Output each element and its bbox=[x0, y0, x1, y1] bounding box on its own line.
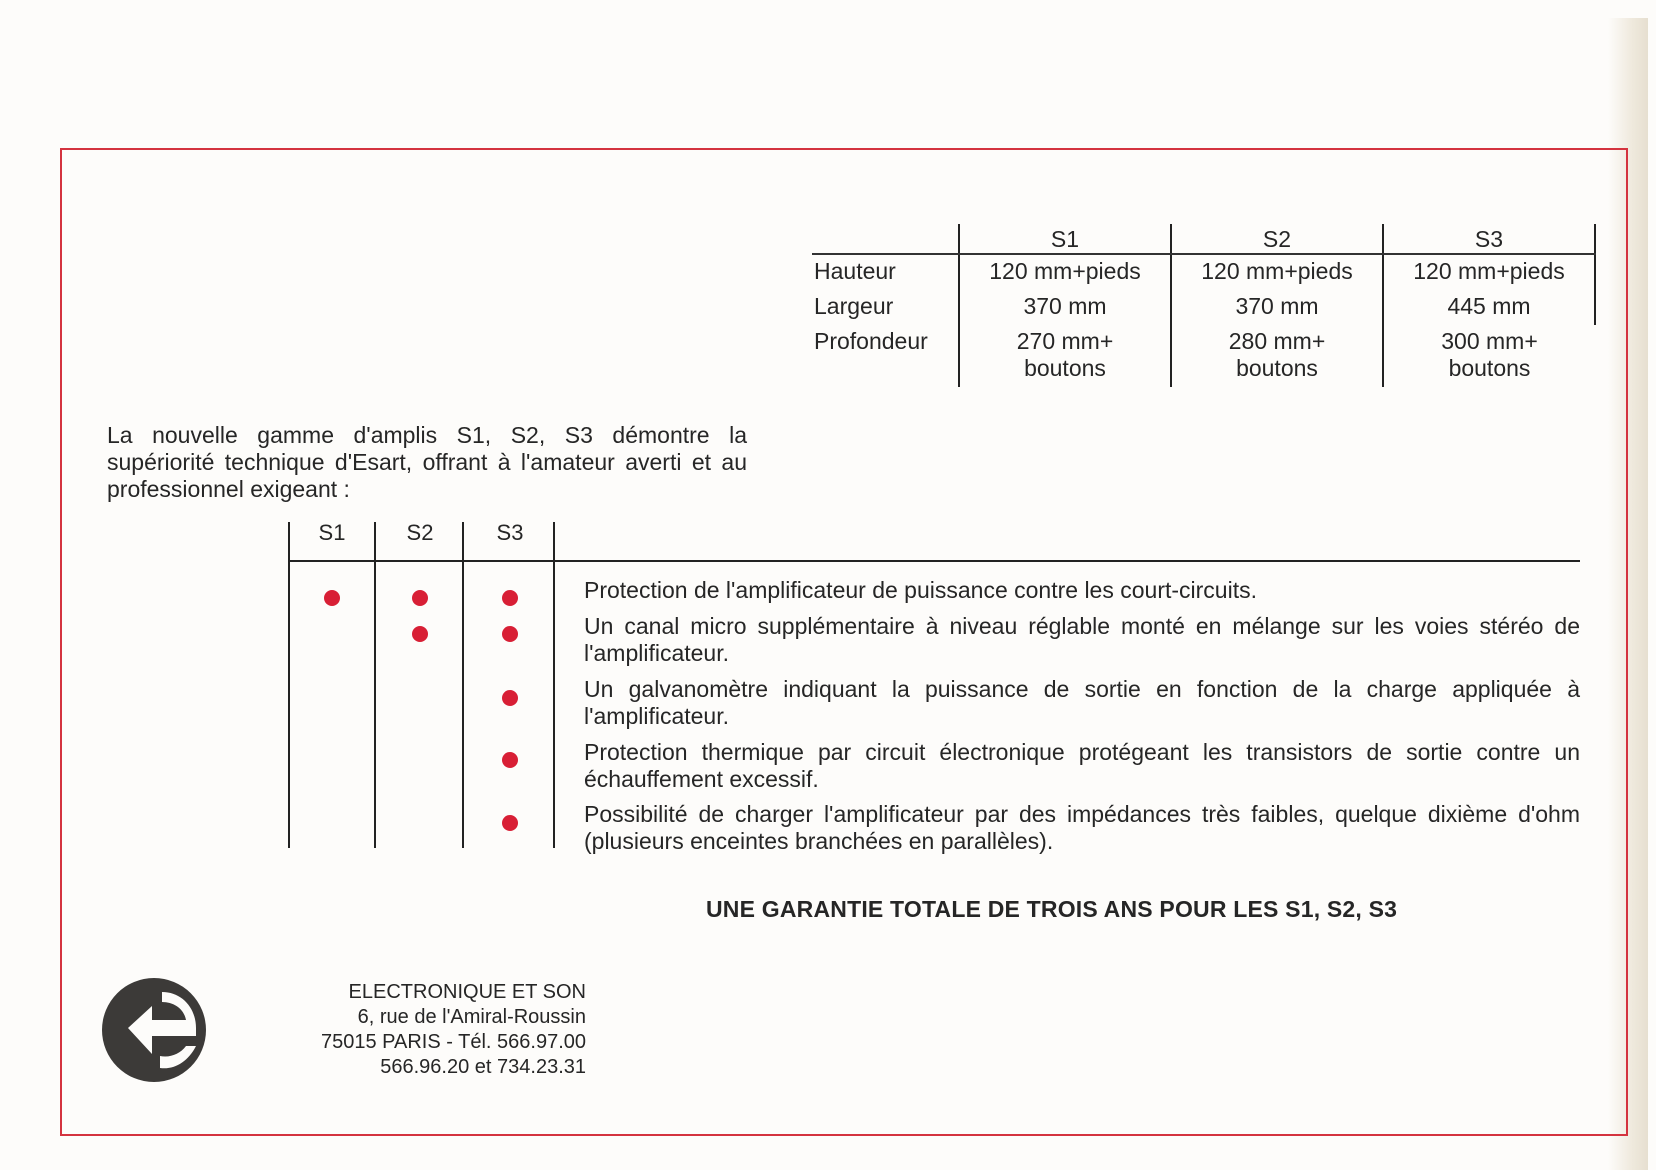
dimensions-table bbox=[812, 224, 1596, 387]
feature-dot-s3 bbox=[502, 752, 518, 768]
feature-text: Un galvanomètre indiquant la puissance de sortie en fonction de la charge appliquée à l'amplificateur. bbox=[584, 676, 1580, 729]
dim-cell: 120 mm+pieds bbox=[959, 254, 1171, 290]
grid-header-rule bbox=[288, 560, 1580, 562]
feature-dot-s3 bbox=[502, 590, 518, 606]
address-line: 566.96.20 et 734.23.31 bbox=[380, 1056, 586, 1078]
guarantee-headline: UNE GARANTIE TOTALE DE TROIS ANS POUR LES S1, S2, S3 bbox=[706, 896, 1398, 922]
dim-cell: 445 mm bbox=[1383, 290, 1595, 325]
feat-header-s2: S2 bbox=[406, 520, 434, 545]
grid-line bbox=[462, 522, 464, 848]
grid-line bbox=[288, 522, 290, 848]
address-line: 6, rue de l'Amiral-Roussin bbox=[357, 1006, 586, 1028]
dim-row-largeur bbox=[812, 290, 1595, 325]
company-address bbox=[270, 980, 586, 1080]
address-line: 75015 PARIS - Tél. 566.97.00 bbox=[321, 1031, 586, 1053]
feat-header-s1: S1 bbox=[318, 520, 346, 545]
feature-text: Un canal micro supplémentaire à niveau réglable monté en mélange sur les voies stéréo de l'amplificateur. bbox=[584, 613, 1580, 666]
dim-header-s3: S3 bbox=[1383, 224, 1595, 254]
feature-dot-s3 bbox=[502, 815, 518, 831]
feat-header-s3: S3 bbox=[496, 520, 524, 545]
address-line: ELECTRONIQUE ET SON bbox=[348, 981, 586, 1003]
feature-text: Protection de l'amplificateur de puissance contre les court-circuits. bbox=[584, 577, 1257, 603]
dim-cell: 370 mm bbox=[959, 290, 1171, 325]
feature-text: Protection thermique par circuit électronique protégeant les transistors de sortie contre un échauffement excessif. bbox=[584, 739, 1580, 792]
grid-line bbox=[553, 522, 555, 848]
dim-cell: 300 mm+ boutons bbox=[1383, 325, 1595, 387]
feature-dot-s1 bbox=[324, 590, 340, 606]
dim-row-label: Largeur bbox=[814, 293, 894, 319]
dim-header-s1: S1 bbox=[959, 224, 1171, 254]
dim-row-label: Profondeur bbox=[814, 328, 928, 354]
dim-header-empty bbox=[812, 224, 959, 254]
dim-row-profondeur bbox=[812, 325, 1595, 387]
grid-line bbox=[374, 522, 376, 848]
dim-cell: 270 mm+ boutons bbox=[959, 325, 1171, 387]
dim-cell: 120 mm+pieds bbox=[1383, 254, 1595, 290]
esart-e-arrow-logo-icon bbox=[102, 978, 206, 1082]
dim-cell: 370 mm bbox=[1171, 290, 1383, 325]
feature-dot-s2 bbox=[412, 626, 428, 642]
feature-dot-s3 bbox=[502, 626, 518, 642]
dim-row-hauteur bbox=[812, 254, 1595, 290]
feature-dot-s3 bbox=[502, 690, 518, 706]
dim-header-s2: S2 bbox=[1171, 224, 1383, 254]
dim-cell: 120 mm+pieds bbox=[1171, 254, 1383, 290]
intro-paragraph: La nouvelle gamme d'amplis S1, S2, S3 démontre la supériorité technique d'Esart, offrant à l'amateur averti et au professionnel exigeant : bbox=[107, 422, 747, 502]
dim-row-label: Hauteur bbox=[814, 258, 896, 284]
feature-text: Possibilité de charger l'amplificateur par des impédances très faibles, quelque dixième d'ohm (plusieurs enceintes branchées en parallèles). bbox=[584, 801, 1580, 854]
dim-cell: 280 mm+ boutons bbox=[1171, 325, 1383, 387]
feature-dot-s2 bbox=[412, 590, 428, 606]
